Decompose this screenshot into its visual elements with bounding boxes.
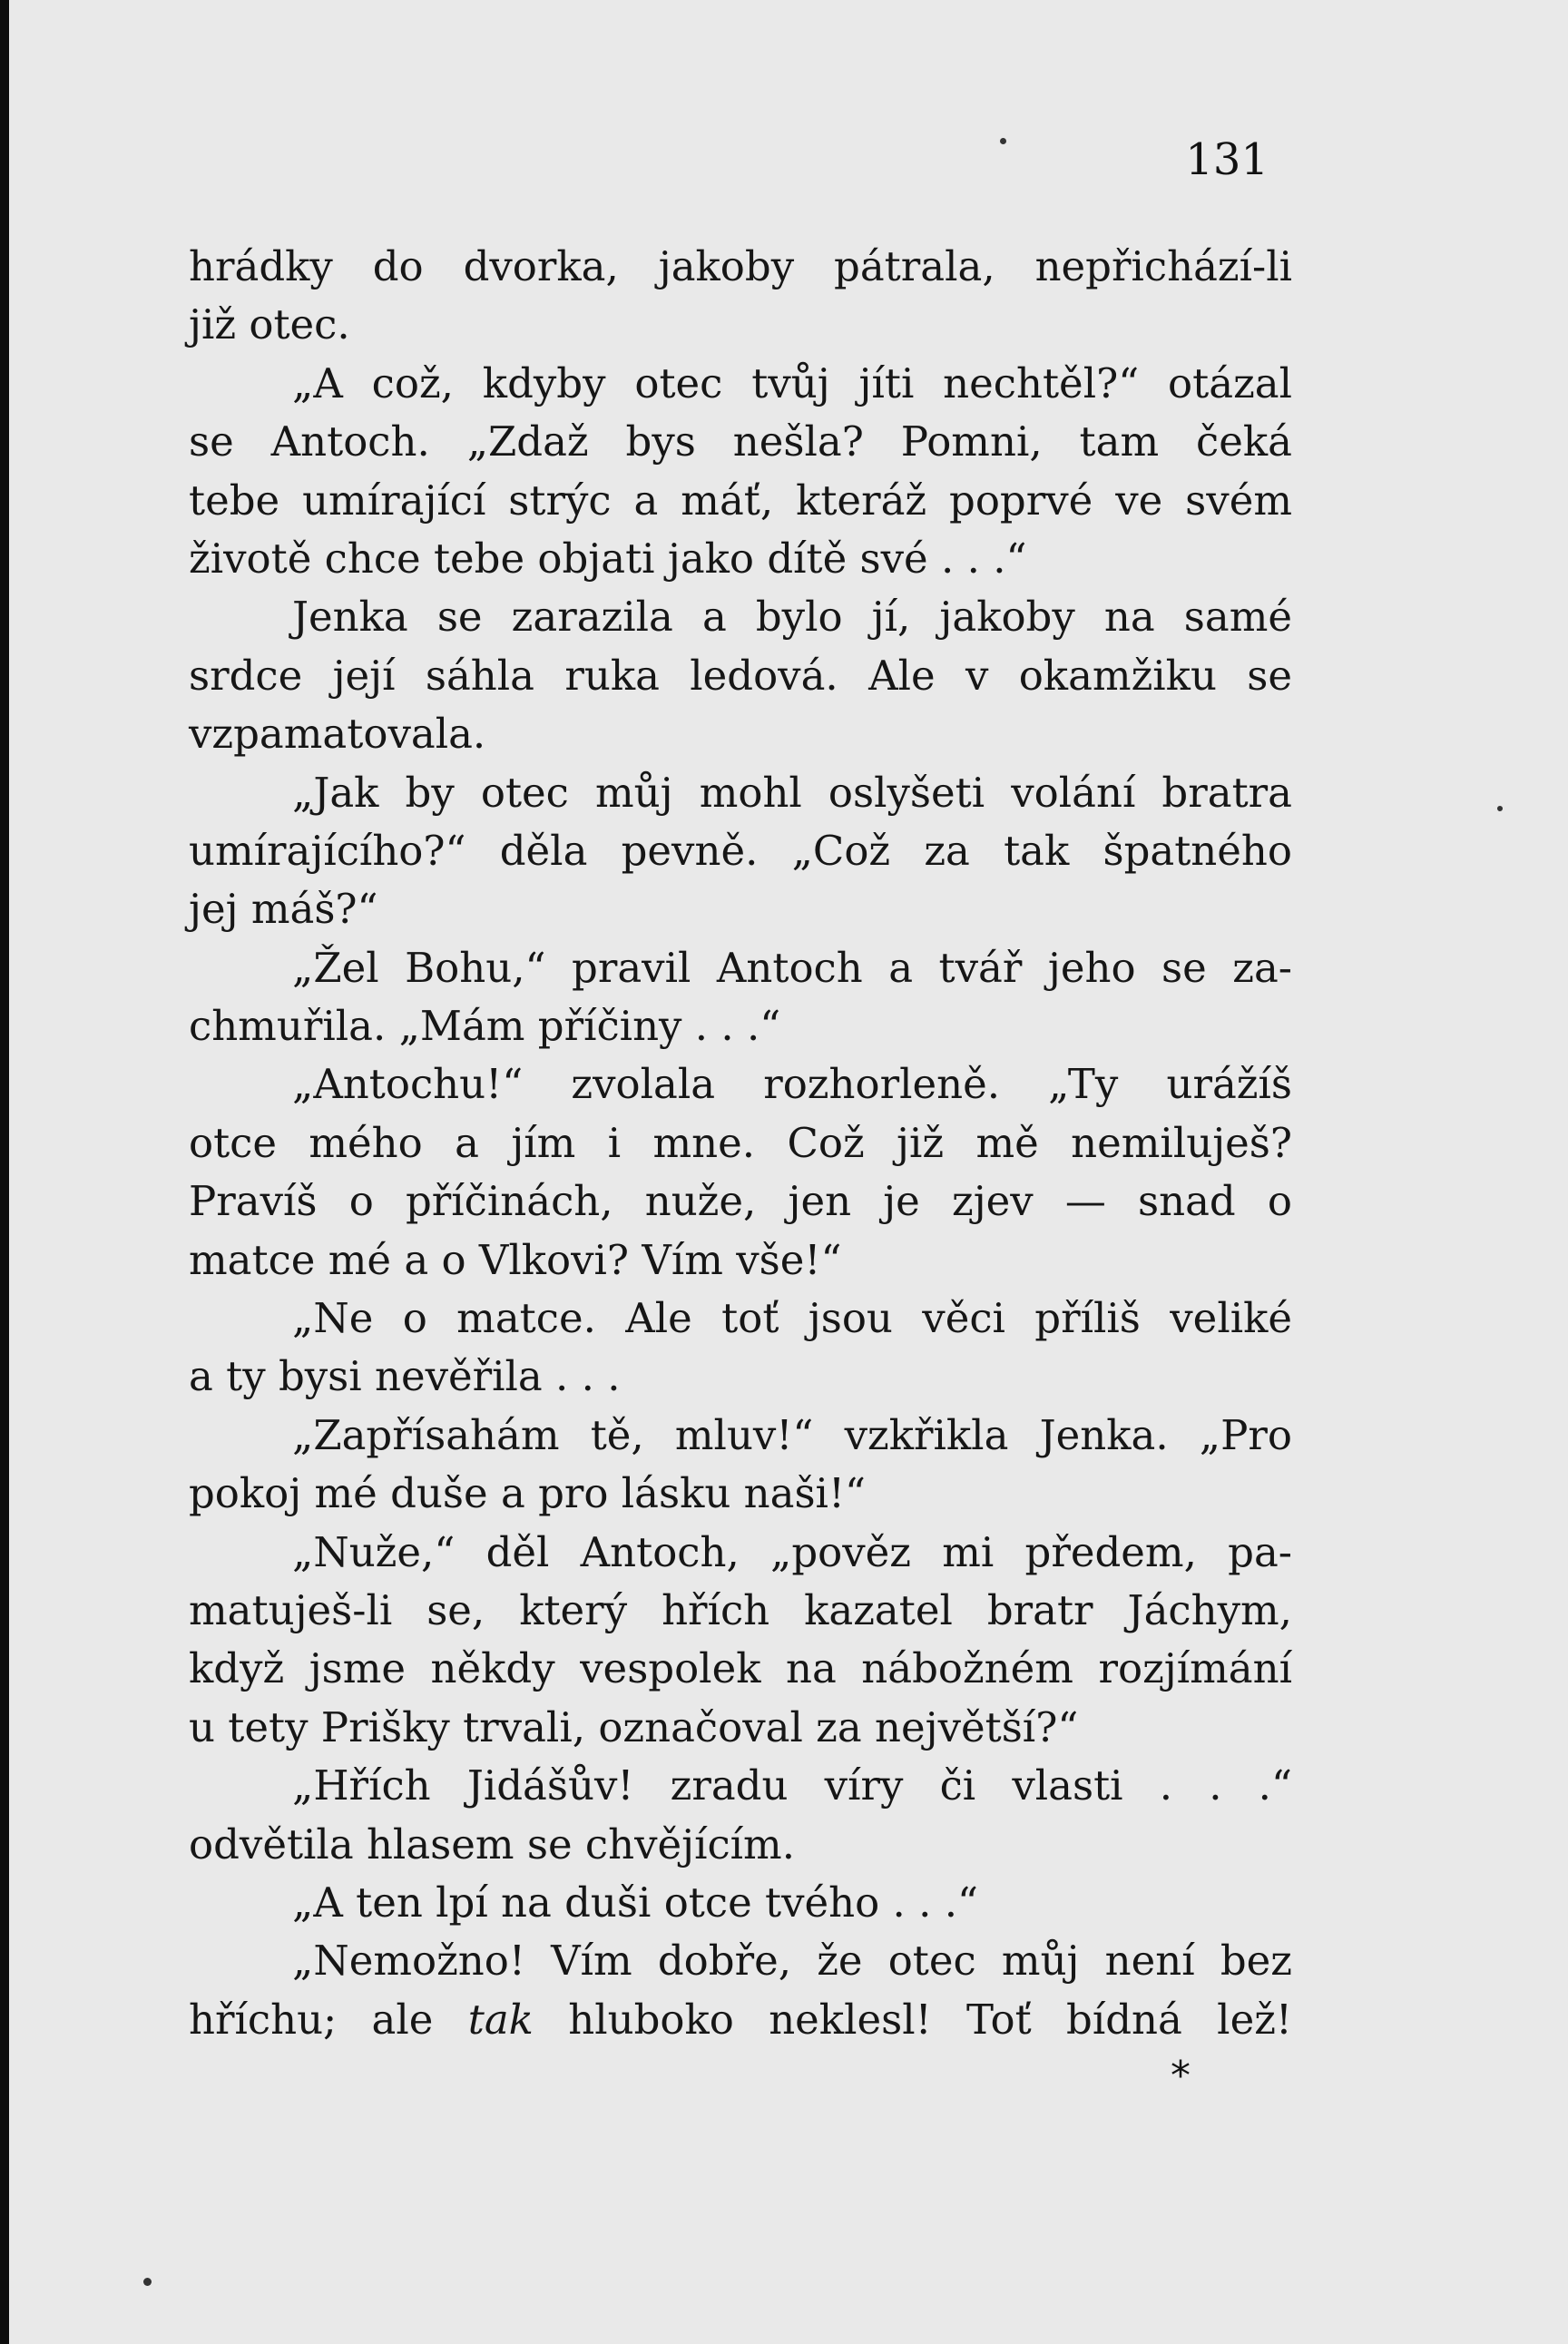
text-line: jej máš?“ — [189, 885, 378, 934]
text-line: „Ne o matce. Ale toť jsou věci příliš veliké — [292, 1294, 1292, 1343]
dust-speck — [1497, 806, 1503, 811]
dust-speck — [1000, 138, 1006, 144]
text-line: tebe umírající strýc a máť, kteráž poprvé ve svém — [189, 476, 1292, 525]
text-line: hříchu; ale tak hluboko neklesl! Toť bídná lež! — [189, 1995, 1292, 2044]
book-page — [9, 0, 1568, 2344]
page-edge-shadow — [0, 0, 9, 2344]
text-line: u tety Prišky trvali, označoval za největší?“ — [189, 1702, 1079, 1751]
text-line: životě chce tebe objati jako dítě své . . .“ — [189, 534, 1027, 583]
text-line: chmuřila. „Mám příčiny . . .“ — [189, 1002, 781, 1051]
text-line: srdce její sáhla ruka ledová. Ale v okamžiku se — [189, 651, 1292, 700]
text-line: umírajícího?“ děla pevně. „Což za tak špatného — [189, 826, 1292, 875]
text-line: a ty bysi nevěřila . . . — [189, 1352, 621, 1401]
text-line: „Zapřísahám tě, mluv!“ vzkřikla Jenka. „Pro — [292, 1410, 1292, 1459]
page-number: 131 — [1185, 134, 1269, 185]
text-line: Pravíš o příčinách, nuže, jen je zjev — snad o — [189, 1177, 1292, 1226]
text-line: matce mé a o Vlkovi? Vím vše!“ — [189, 1235, 842, 1284]
text-line: „Antochu!“ zvolala rozhorleně. „Ty urážíš — [292, 1060, 1292, 1109]
text-line: pokoj mé duše a pro lásku naši!“ — [189, 1469, 867, 1518]
text-line: hrádky do dvorka, jakoby pátrala, nepřichází-li — [189, 242, 1292, 290]
text-line: „Nuže,“ děl Antoch, „pověz mi předem, pa- — [292, 1527, 1292, 1576]
emphasis: tak — [467, 1995, 534, 2044]
body-text — [189, 238, 1292, 2049]
text-line: „Žel Bohu,“ pravil Antoch a tvář jeho se za- — [292, 943, 1292, 992]
text-line: se Antoch. „Zdaž bys nešla? Pomni, tam čeká — [189, 417, 1292, 466]
text-line: „Nemožno! Vím dobře, že otec můj není bez — [292, 1937, 1292, 1986]
text-line: vzpamatovala. — [189, 710, 486, 759]
dust-speck — [143, 2278, 152, 2286]
text-line: matuješ-li se, který hřích kazatel bratr Jáchym, — [189, 1585, 1292, 1634]
text-line: když jsme někdy vespolek na nábožném rozjímání — [189, 1644, 1292, 1693]
text-line: Jenka se zarazila a bylo jí, jakoby na samé — [292, 593, 1292, 642]
text-line: již otec. — [189, 300, 350, 349]
text-line: otce mého a jím i mne. Což již mě nemiluješ? — [189, 1118, 1292, 1167]
text-line: odvětila hlasem se chvějícím. — [189, 1819, 796, 1868]
text-line: „Jak by otec můj mohl oslyšeti volání bratra — [292, 768, 1292, 817]
text-line: „Hřích Jidášův! zradu víry či vlasti . . .“ — [292, 1761, 1292, 1810]
signature-mark: * — [1171, 2053, 1191, 2099]
text-line: „A což, kdyby otec tvůj jíti nechtěl?“ otázal — [292, 358, 1292, 407]
text-line: „A ten lpí na duši otce tvého . . .“ — [292, 1878, 979, 1927]
